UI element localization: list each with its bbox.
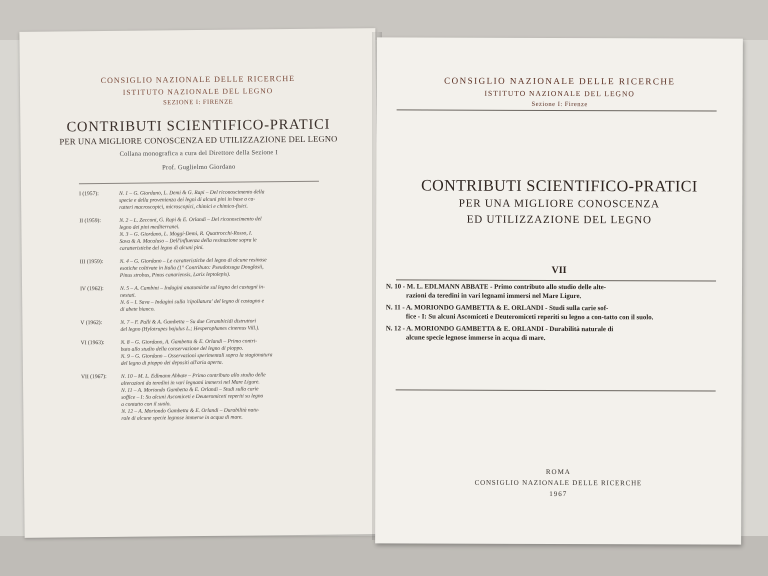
contents-entry-rest: alcune specie legnose immerse in acqua di mare. — [405, 334, 546, 342]
volume-label: VI (1963): — [80, 340, 105, 347]
right-volume-number: VII — [551, 264, 567, 277]
right-org-name: CONSIGLIO NAZIONALE DELLE RICERCHE — [444, 75, 676, 87]
volume-item-line: N. 7 – F. Palli & A. Gambetta – Su due Cerambicidi distruttori — [120, 318, 257, 326]
volume-entry — [81, 337, 351, 368]
volume-entry — [79, 188, 349, 212]
volume-item-line: nestati. — [120, 292, 136, 299]
volume-item-line: specie e della provenienza dei legni di alcuni pini in base a ca- — [119, 196, 256, 204]
left-page — [19, 28, 380, 538]
imprint-city: ROMA — [545, 467, 571, 477]
contents-entry — [386, 326, 726, 344]
contents-entry-head: N. 12 - A. MORIONDO GAMBETTA & E. ORLANDI - Durabilità naturale di — [385, 325, 614, 334]
volume-item-line: buto allo studio della conservazione del legno di pioppo. — [120, 345, 244, 353]
contents-entry — [386, 305, 726, 323]
volume-entry — [79, 215, 349, 253]
left-editor-name: Prof. Guglielmo Giordano — [162, 163, 236, 172]
volume-item-line: soffice – I: Su alcuni Ascomiceti e Deuteromiceti reperiti su legno — [121, 393, 264, 401]
volume-item-line: N. 9 – G. Giordano – Osservazioni sperimentali sopra la stagionatura — [120, 352, 273, 360]
volume-item-line: N. 11 – A. Moriondo Gambetta & E. Orlandi – Studi sulla carie — [121, 386, 259, 394]
volume-item-line: ratteri macroscopici, microscopici, chimici e chimico-fisici. — [119, 203, 248, 211]
volume-label: III (1959): — [79, 259, 104, 266]
volume-label: I (1957): — [79, 191, 99, 198]
volume-item-line: legno dei pini mediterranei. — [119, 224, 180, 231]
contents-entry-rest: razioni da teredini in vari legnami immersi nel Mare Ligure. — [405, 292, 582, 300]
right-contents-list — [386, 283, 726, 348]
right-page — [375, 37, 743, 544]
right-series-subtitle-line2: ED UTILIZZAZIONE DEL LEGNO — [466, 213, 652, 227]
left-section-name: SEZIONE I: FIRENZE — [163, 98, 234, 107]
volume-item-line: rale di alcune specie legnose immerse in acqua di mare. — [121, 414, 243, 422]
contents-entry-rest: fice - I: Su alcuni Ascomiceti e Deuteromiceti reperiti su legno a con-tatto con il suolo. — [405, 313, 654, 322]
right-institute-name: ISTITUTO NAZIONALE DEL LEGNO — [484, 88, 635, 99]
volume-item-line: N. 2 – L. Zecconi, G. Rapi & E. Orlandi – Del riconoscimento del — [119, 216, 262, 224]
contents-entry-head: N. 10 - M. L. EDLMANN ABBATE - Primo contributo allo studio delle alte- — [386, 283, 607, 292]
contents-entry — [386, 283, 726, 301]
left-divider — [79, 181, 319, 185]
left-org-name: CONSIGLIO NAZIONALE DELLE RICERCHE — [100, 73, 296, 86]
volume-item-line: N. 5 – A. Cambini – Indagini anatomiche sul legno dei castagni in- — [120, 284, 265, 292]
volume-entry — [81, 371, 351, 423]
left-series-subtitle: PER UNA MIGLIORE CONOSCENZA ED UTILIZZAZIONE DEL LEGNO — [59, 133, 338, 147]
right-section-name: Sezione I: Firenze — [531, 100, 588, 109]
volume-item-line: N. 10 – M. L. Edlmann Abbate – Primo contributo allo studio delle — [120, 372, 266, 380]
volume-item-line: a contatto con il suolo. — [121, 401, 171, 408]
right-header-divider — [397, 109, 717, 111]
volume-item-line: N. 12 – A. Moriondo Gambetta & E. Orlandi – Durabilità natu- — [121, 407, 260, 415]
imprint-year: 1967 — [549, 489, 568, 499]
volume-item-line: N. 1 – G. Giordano, L. Demi & G. Rapi – Del riconoscimento della — [119, 189, 265, 197]
volume-item-line: esotiche coltivate in Italia (1° Contributo: Pseudotsuga Douglasii, — [119, 264, 264, 272]
right-series-title: CONTRIBUTI SCIENTIFICO-PRATICI — [421, 177, 698, 196]
volume-item-line: Sava & A. Macaluso – Dell'influenza della resinazione sopra le — [119, 237, 257, 245]
imprint-publisher: CONSIGLIO NAZIONALE DELLE RICERCHE — [474, 478, 643, 488]
volume-label: VII (1967): — [80, 373, 107, 381]
volume-entry — [80, 256, 350, 280]
contents-bottom-divider — [396, 389, 716, 391]
volume-entry — [80, 283, 350, 314]
contents-top-divider — [396, 279, 716, 281]
left-collana-note: Collana monografica a cura del Direttore della Sezione I — [119, 149, 278, 158]
volume-item-line: del legno (Hylotrupes bajulus L.; Hesperophanes cinereus Vill.). — [120, 325, 260, 333]
right-series-subtitle-line1: PER UNA MIGLIORE CONOSCENZA — [458, 197, 660, 211]
volume-label: V (1962): — [80, 320, 103, 327]
volume-item-line: N. 4 – G. Giordano – Le caratteristiche del legno di alcune resinose — [119, 257, 267, 265]
left-institute-name: ISTITUTO NAZIONALE DEL LEGNO — [122, 86, 274, 97]
volume-item-line: di abete bianco. — [120, 306, 155, 313]
volume-item-line: N. 3 – G. Giordano, L. Moggi-Demi, R. Quattrocchi-Rosso, I. — [119, 230, 253, 238]
volume-item-line: del legno di pioppo dei depositi all'aria aperta. — [120, 359, 223, 367]
contents-entry-head: N. 11 - A. MORIONDO GAMBETTA & E. ORLANDI - Studi sulla carie sof- — [385, 304, 609, 313]
left-series-title: CONTRIBUTI SCIENTIFICO-PRATICI — [66, 116, 331, 136]
volume-label: II (1959): — [79, 218, 101, 225]
volume-item-line: N. 8 – G. Giordano, A. Gambetta & E. Orlandi – Primo contri- — [120, 338, 258, 346]
volume-item-line: caratteristiche del legno di alcuni pini. — [119, 244, 204, 252]
left-volume-list — [79, 188, 351, 429]
volume-item-line: N. 6 – I. Sava – Indagini sulla 'cipollatura' del legno di castagno e — [120, 298, 265, 306]
volume-entry — [80, 317, 350, 334]
volume-label: IV (1962): — [80, 286, 104, 293]
volume-item-line: alterazioni da teredini in vari legnami immersi nel Mare Ligure. — [121, 379, 260, 387]
volume-item-line: Pinus strobus, Pinus canariensis, Larix leptolepis). — [119, 271, 231, 279]
